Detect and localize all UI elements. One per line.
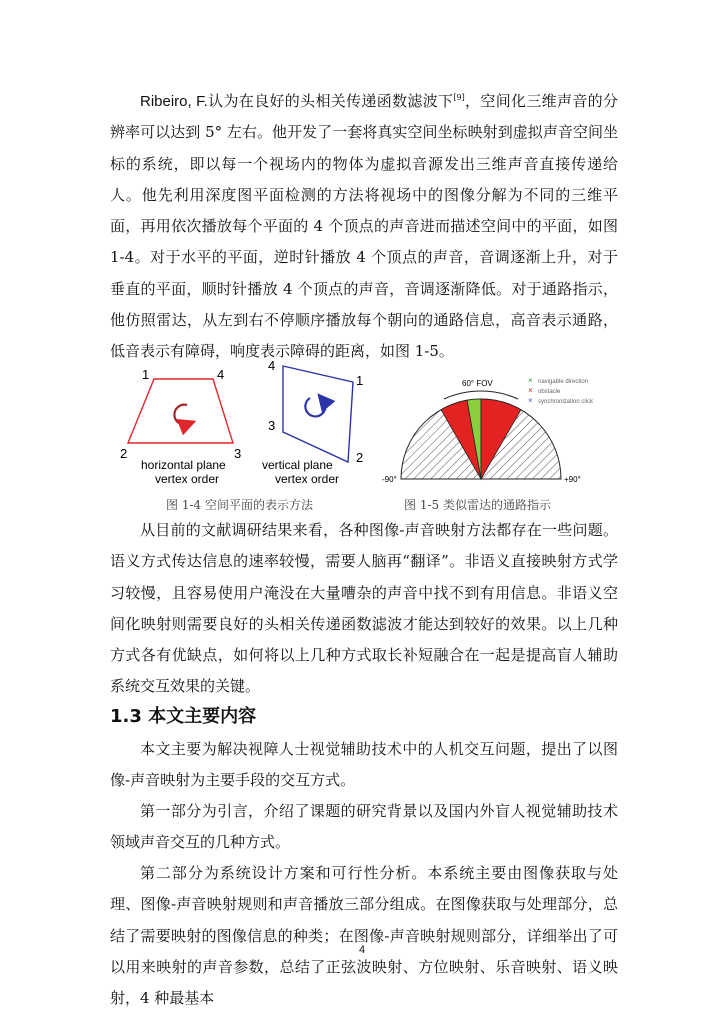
vertical-plane-shape (283, 366, 353, 462)
legend-symbol-2: × (528, 386, 533, 395)
figure-1-5-caption: 图 1-5 类似雷达的通路指示 (404, 498, 551, 512)
content-paragraph-3: 第二部分为系统设计方案和可行性分析。本系统主要由图像获取与处理、图像-声音映射规则和声音播放三部分组成。在图像获取与处理部分，总结了需要映射的图像信息的种类；在图像-声音映射规则部分，详细举出了可以用来映射的声音参数，总结了正弦波映射、方位映射、乐音映射、语义映射，4 种最基本 (110, 864, 618, 1008)
horizontal-plane-shape (128, 379, 233, 443)
legend-symbol-3: × (528, 396, 533, 405)
content-paragraph-1: 本文主要为解决视障人士视觉辅助技术中的人机交互问题，提出了以图像-声音映射为主要手段的交互方式。 (110, 740, 618, 790)
figure-1-4 (110, 352, 364, 492)
v-caption-line2: vertex order (275, 472, 340, 486)
v-vertex-4: 4 (268, 358, 276, 373)
section-heading: 1.3 本文主要内容 (110, 706, 257, 727)
right-angle-label: +90° (564, 475, 581, 484)
intro-paragraph (110, 86, 618, 368)
h-vertex-4: 4 (217, 367, 225, 382)
counterclockwise-arrow-icon (174, 405, 188, 425)
legend-label-2: obstacle (538, 389, 561, 395)
v-vertex-2: 2 (356, 450, 364, 465)
v-vertex-3: 3 (268, 418, 276, 433)
author-name: Ribeiro, F. (140, 93, 208, 110)
v-vertex-1: 1 (356, 373, 364, 388)
figure-1-5 (378, 370, 622, 486)
clockwise-arrow-icon (305, 398, 325, 416)
figure-1-4-caption: 图 1-4 空间平面的表示方法 (166, 498, 313, 512)
h-caption-line1: horizontal plane (141, 458, 226, 472)
h-caption-line2: vertex order (155, 472, 220, 486)
intro-text-a: 认为在良好的头相关传递函数滤波下 (207, 92, 454, 110)
intro-text-b: ，空间化三维声音的分辨率可以达到 5° 左右。他开发了一套将真实空间坐标映射到虚拟声音空间坐标的系统，即以每一个视场内的物体为虚拟音源发出三维声音直接传递给人。他先利用深度图平面检测的方法将视场中的图像分解为不同的三维平面，再用依次播放每个平面的 4 个顶点的声音进而描述空间中的平面，如图 1-4。对于水平的平面，逆时针播放 4 个顶点的声音，音调逐渐上升，对于垂直的平面，顺时针播放 4 个顶点的声音，音调逐渐降低。对于通路指示，他仿照雷达，从左到右不停顺序播放每个朝向的通路信息，高音表示通路，低音表示有障碍，响度表示障碍的距离，如图 1-5。 (110, 92, 618, 361)
v-caption-line1: vertical plane (262, 458, 333, 472)
h-vertex-3: 3 (234, 446, 242, 461)
fov-arc (444, 391, 518, 399)
fov-label: 60° FOV (462, 379, 493, 388)
content-paragraph-2: 第一部分为引言，介绍了课题的研究背景以及国内外盲人视觉辅助技术领域声音交互的几种方式。 (110, 802, 618, 852)
h-vertex-2: 2 (120, 446, 128, 461)
legend-label-1: navigable direction (538, 379, 589, 385)
analysis-paragraph: 从目前的文献调研结果来看，各种图像-声音映射方法都存在一些问题。语义方式传达信息的速率较慢，需要人脑再“翻译”。非语义直接映射方式学习较慢，且容易使用户淹没在大量嘈杂的声音中找不到有用信息。非语义空间化映射则需要良好的头相关传递函数滤波才能达到较好的效果。以上几种方式各有优缺点，如何将以上几种方式取长补短融合在一起是提高盲人辅助系统交互效果的关键。 (110, 521, 618, 696)
page-number: 4 (358, 944, 366, 956)
legend-symbol-1: × (528, 376, 533, 385)
legend-label-3: synchronization click (538, 399, 594, 405)
h-vertex-1: 1 (142, 367, 150, 382)
left-angle-label: -90° (382, 475, 397, 484)
citation-ref[interactable]: [9] (453, 93, 465, 102)
